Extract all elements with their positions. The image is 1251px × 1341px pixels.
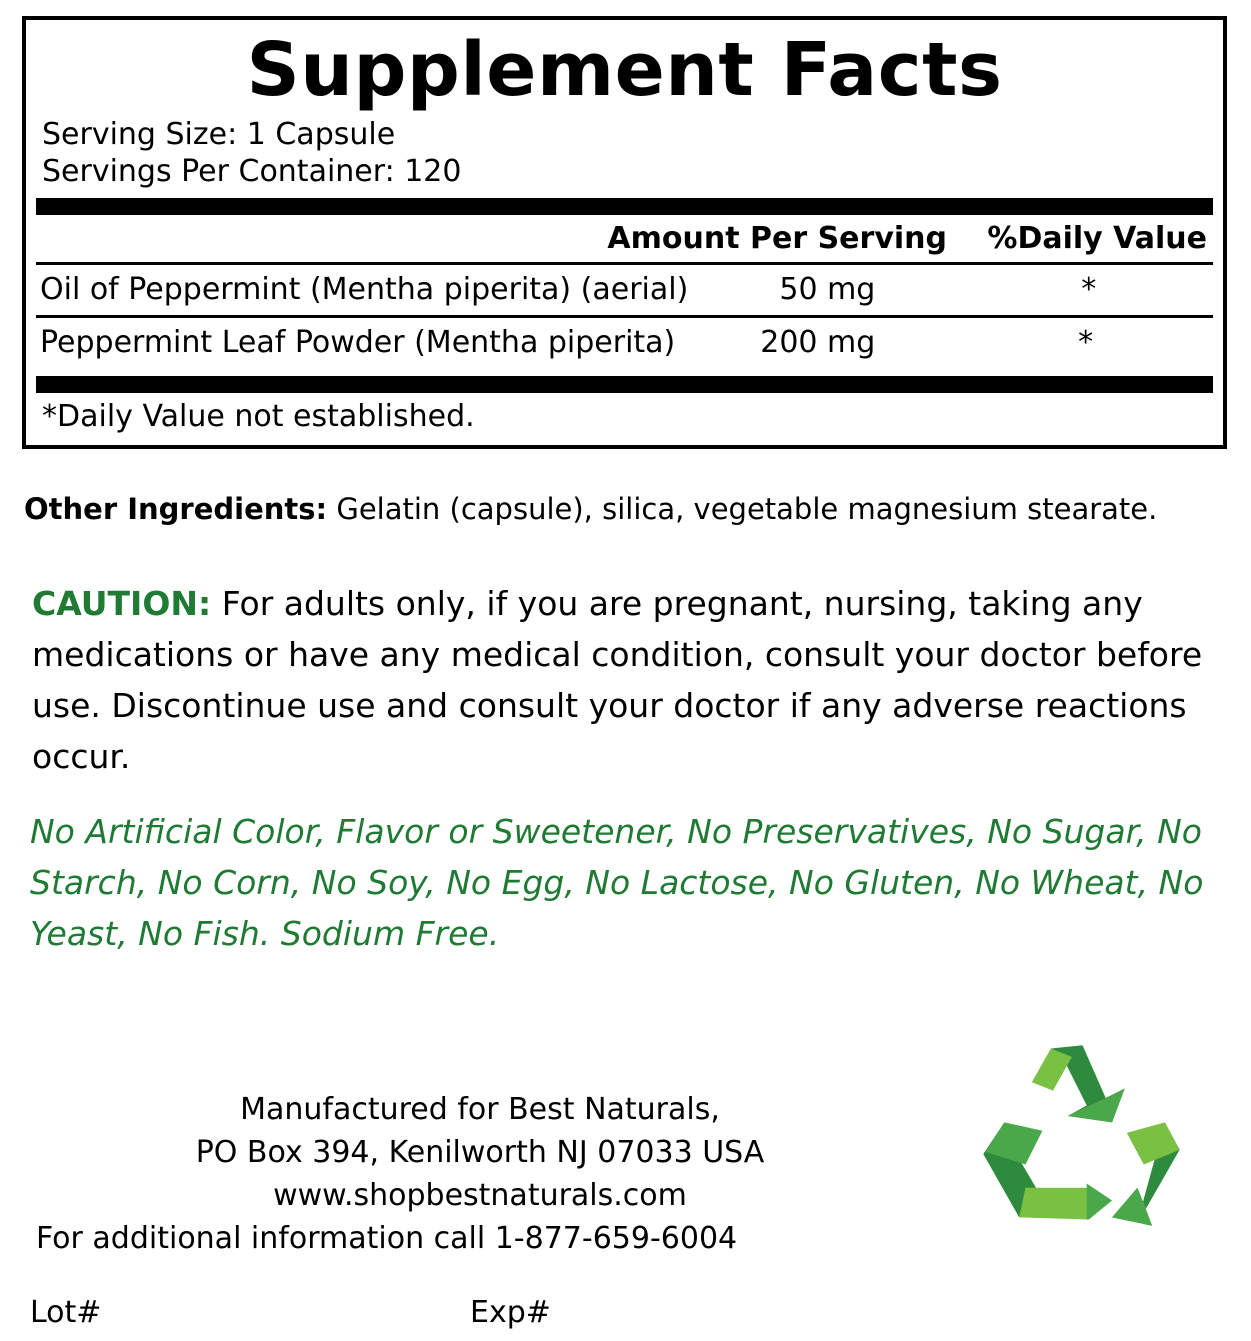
servings-per-container: Servings Per Container: 120 bbox=[42, 154, 462, 189]
nutrient-name: Peppermint Leaf Powder (Mentha piperita) bbox=[40, 325, 676, 360]
daily-value-footnote: *Daily Value not established. bbox=[42, 399, 475, 434]
nutrient-name: Oil of Peppermint (Mentha piperita) (aerial) bbox=[40, 272, 689, 307]
panel-title: Supplement Facts bbox=[246, 27, 1003, 113]
serving-size: Serving Size: 1 Capsule bbox=[42, 117, 396, 152]
panel-column-headers bbox=[36, 215, 1213, 262]
nutrient-daily-value: * bbox=[1081, 272, 1097, 307]
nutrient-amount: 50 mg bbox=[779, 272, 876, 307]
supplement-facts-panel bbox=[22, 16, 1227, 449]
panel-divider-thick-top bbox=[36, 198, 1213, 215]
manufacturer-website: www.shopbestnaturals.com bbox=[273, 1178, 687, 1213]
caution-keyword: CAUTION: bbox=[32, 584, 212, 623]
manufacturer-phone: For additional information call 1-877-659-6004 bbox=[36, 1221, 738, 1256]
panel-divider-thick-bottom bbox=[36, 376, 1213, 393]
caution-text: For adults only, if you are pregnant, nursing, taking any medications or have any medical condition, consult your doctor before use. Discontinue use and consult your doctor if any adverse reactions occur. bbox=[32, 584, 1203, 776]
exp-label: Exp# bbox=[470, 1295, 551, 1330]
free-from-claims: No Artificial Color, Flavor or Sweetener, No Preservatives, No Sugar, No Starch, No Corn, No Soy, No Egg, No Lactose, No Gluten, No Wheat, No Yeast, No Fish. Sodium Free. bbox=[30, 812, 1204, 953]
caution-block bbox=[32, 578, 1222, 782]
manufacturer-address: PO Box 394, Kenilworth NJ 07033 USA bbox=[195, 1135, 765, 1170]
table-row bbox=[36, 265, 1213, 315]
header-amount-per-serving: Amount Per Serving bbox=[607, 221, 947, 256]
manufacturer-name: Manufactured for Best Naturals, bbox=[240, 1092, 720, 1127]
other-ingredients-text: Gelatin (capsule), silica, vegetable magnesium stearate. bbox=[327, 492, 1158, 526]
lot-exp-row bbox=[30, 1295, 930, 1331]
nutrient-daily-value: * bbox=[1078, 325, 1094, 360]
other-ingredients-label: Other Ingredients: bbox=[24, 492, 328, 526]
other-ingredients bbox=[24, 492, 1224, 526]
recycle-icon bbox=[975, 1040, 1190, 1230]
nutrient-amount: 200 mg bbox=[760, 325, 876, 360]
lot-label: Lot# bbox=[30, 1295, 102, 1330]
table-row bbox=[36, 318, 1213, 368]
header-daily-value: %Daily Value bbox=[987, 221, 1207, 256]
manufacturer-block bbox=[30, 1088, 930, 1260]
